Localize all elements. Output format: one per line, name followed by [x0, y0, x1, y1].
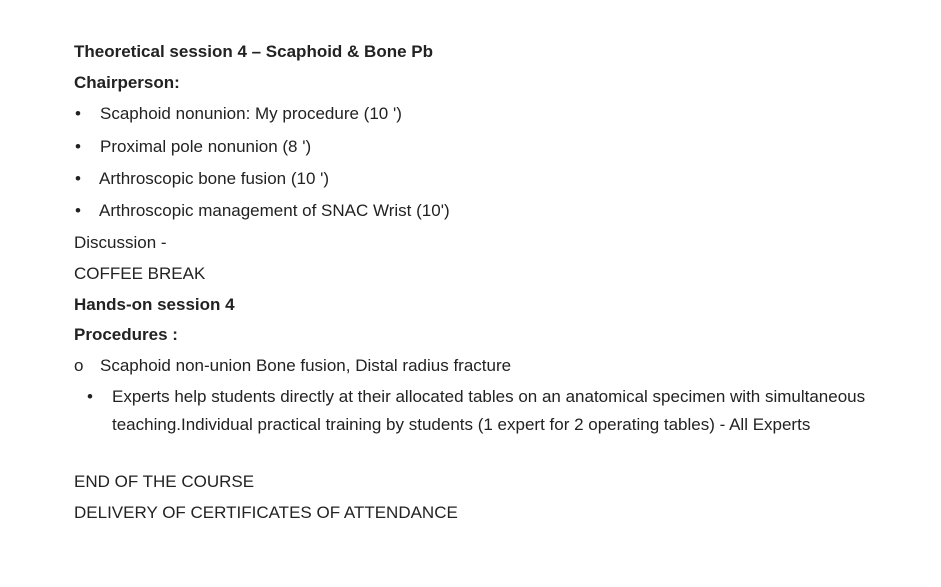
- talk-item: [74, 201, 674, 221]
- talk-text: Arthroscopic bone fusion (10 '): [99, 169, 330, 188]
- procedure-item: [74, 356, 774, 376]
- discussion-text: Discussion -: [74, 233, 167, 252]
- procedures-label: Procedures :: [74, 325, 178, 344]
- bullet-icon: •: [87, 387, 93, 406]
- talk-text: Arthroscopic management of SNAC Wrist (10'): [99, 201, 450, 220]
- talk-item: [74, 137, 674, 157]
- end-course-text: END OF THE COURSE: [74, 472, 255, 491]
- talk-text: Scaphoid nonunion: My procedure (10 '): [100, 104, 402, 123]
- bullet-icon: •: [75, 169, 81, 188]
- hands-on-title: Hands-on session 4: [74, 295, 235, 314]
- experts-item: [74, 383, 914, 468]
- procedure-text: Scaphoid non-union Bone fusion, Distal radius fracture: [100, 356, 512, 375]
- session-title: Theoretical session 4 – Scaphoid & Bone Pb: [74, 42, 433, 61]
- talk-item: [74, 104, 674, 124]
- experts-text: Experts help students directly at their allocated tables on an anatomical specimen with simultaneous teaching.Individual practical training by students (1 expert for 2 operating tables) - All Experts: [112, 387, 866, 434]
- certificates-text: DELIVERY OF CERTIFICATES OF ATTENDANCE: [74, 503, 458, 522]
- bullet-icon: •: [75, 104, 81, 123]
- bullet-icon: •: [75, 201, 81, 220]
- bullet-icon: •: [75, 137, 81, 156]
- talk-item: [74, 169, 674, 189]
- coffee-break-text: COFFEE BREAK: [74, 264, 206, 283]
- circle-bullet-icon: o: [74, 356, 84, 375]
- talk-text: Proximal pole nonunion (8 '): [100, 137, 312, 156]
- chairperson-label: Chairperson:: [74, 73, 180, 92]
